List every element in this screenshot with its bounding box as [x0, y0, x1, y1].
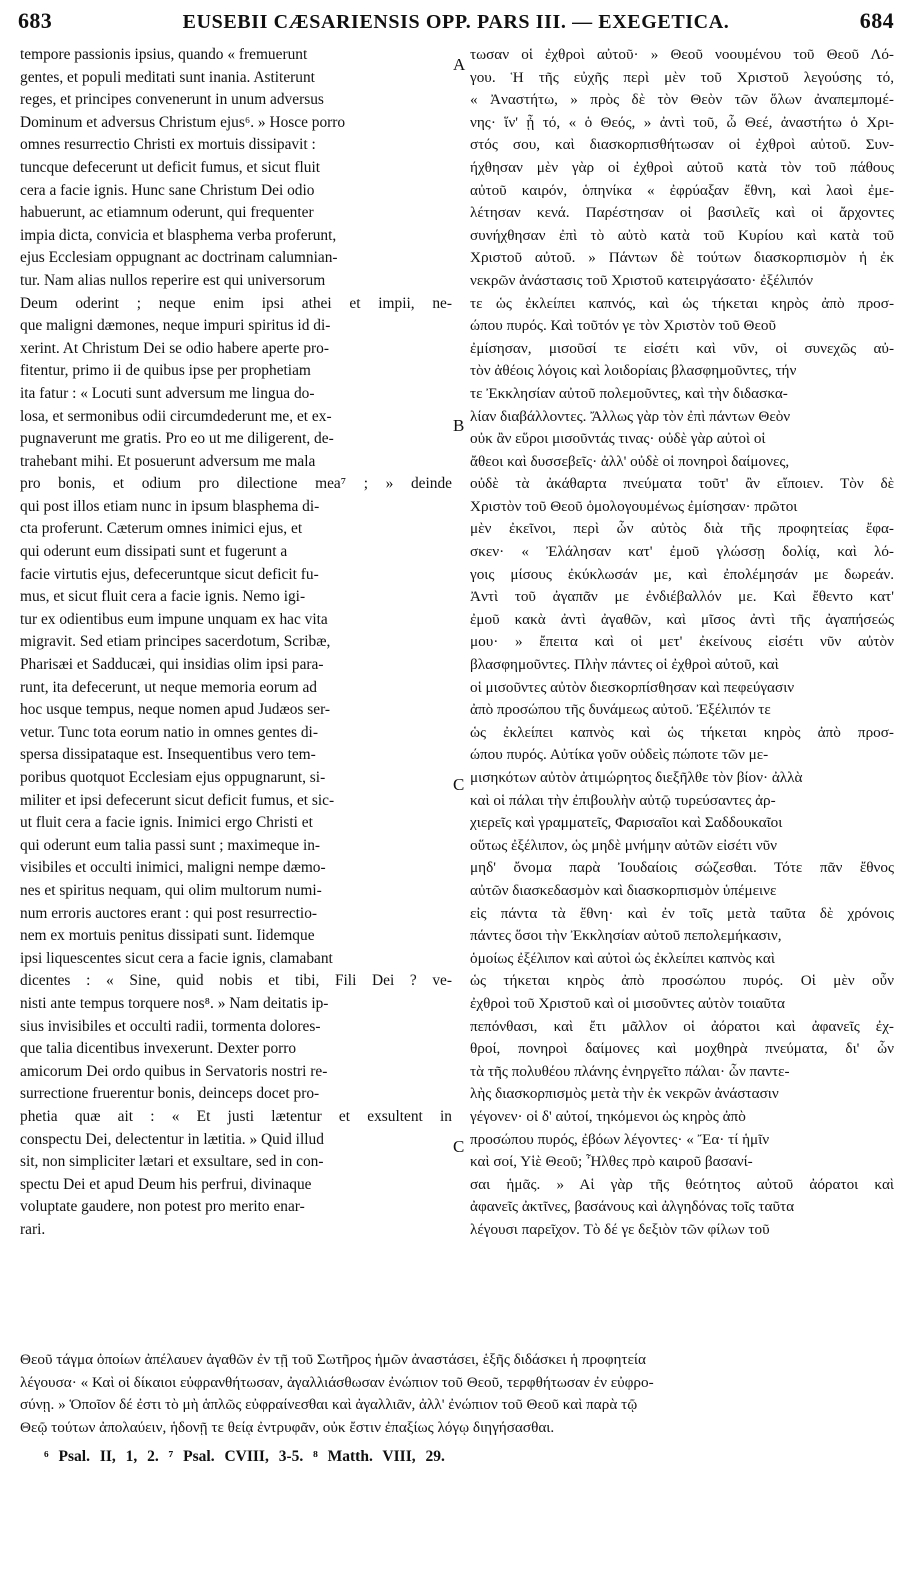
full-width-greek-text	[20, 1349, 894, 1439]
greek-text-line: ἐχθροὶ τοῦ Χριστοῦ καὶ οἱ μισοῦντες αὐτὸν τοιαῦτα	[470, 994, 785, 1012]
greek-text-line: εἰς πάντα τὰ ἔθνη· καὶ ἐν τοῖς μετὰ ταῦτα δὲ χρόνοις	[470, 904, 894, 922]
latin-text-line: ipsi liquescentes sicut cera a facie ignis, clamabant	[20, 949, 333, 967]
latin-text-line: spectu Dei et apud Deum his perfrui, divinaque	[20, 1175, 312, 1193]
latin-text-line: cta proferunt. Cæterum omnes inimici ejus, et	[20, 520, 303, 538]
greek-text-line: λέγουσι παρεῖχον. Τὸ δέ γε δεξιὸν τῶν φίλων τοῦ	[470, 1220, 770, 1238]
latin-text-line: dicentes : « Sine, quid nobis et tibi, Fili Dei ? ve-	[20, 972, 452, 990]
bottom-greek-line: σύνῃ. » Ὁποῖον δέ ἐστι τὸ μὴ ἁπλῶς εὐφραίνεσθαι καὶ ἀγαλλιᾶν, ἀλλ' ἐνώπιον τοῦ Θεοῦ καὶ παρὰ τῷ	[20, 1396, 638, 1414]
latin-text-line: sius invisibiles et occulti radii, tormenta dolores-	[20, 1017, 321, 1035]
greek-text-line: γέγονεν· οἱ δ' αὐτοί, τηκόμενοι ὡς κηρὸς ἀπὸ	[470, 1107, 746, 1125]
latin-text-line: omnes resurrectio Christi ex mortuis dissipavit :	[20, 136, 316, 154]
latin-text-line: spersa dissipataque est. Insequentibus vero tem-	[20, 746, 316, 764]
section-marker-c: C	[453, 775, 465, 794]
section-marker-b: B	[453, 416, 465, 435]
greek-text-line: οὕτως ἐξέλιπον, ὡς μηδὲ μνήμην αὐτῶν εἰσέτι νῦν	[470, 836, 777, 854]
greek-text-line: αὐτοῦ καιρόν, ὁπηνίκα « ἐφρύαξαν ἔθνη, καὶ λαοὶ ἐμε-	[470, 181, 894, 199]
latin-text-line: rari.	[20, 1220, 46, 1238]
latin-text-line: num erroris auctores erant : qui post resurrectio-	[20, 904, 318, 922]
greek-text-line: Χριστὸν τοῦ Θεοῦ ὁμολογουμένως ἐμίσησαν· πρῶτοι	[470, 497, 798, 515]
latin-text-line: qui oderunt eum talia passi sunt ; maximeque in-	[20, 836, 321, 854]
page-number-left: 683	[18, 8, 53, 33]
greek-text-line: σαι ἡμᾶς. » Αἱ γὰρ τῆς θεότητος αὐτοῦ ἀόρατοι καὶ	[470, 1175, 894, 1193]
greek-text-line: νης· ἵν' ᾖ τό, « ὁ Θεός, » ἀντὶ τοῦ, ὦ Θεέ, ἀναστήτω ὁ Χρι-	[470, 113, 894, 131]
latin-text-line: que talia dicentibus invexerunt. Dexter porro	[20, 1040, 297, 1058]
latin-text-line: conspectu Dei, delectentur in lætitia. » Quid illud	[20, 1130, 324, 1148]
latin-text-line: tuncque defecerunt ut deficit fumus, et sicut fluit	[20, 158, 321, 176]
latin-text-line: tur. Nam alias nullos reperire est qui universorum	[20, 271, 326, 289]
bottom-greek-line: Θεοῦ τάγμα ὁποίων ἀπέλαυεν ἀγαθῶν ἐν τῇ τοῦ Σωτῆρος ἡμῶν ἀναστάσει, ἑξῆς διδάσκει ἡ προφητεία	[20, 1351, 646, 1368]
greek-text-line: ήχθησαν μὲν γὰρ οἱ ἐχθροὶ αὐτοῦ κατὰ τὸν τοῦ πάθους	[470, 158, 894, 176]
bottom-greek-line: λέγουσα· « Καὶ οἱ δίκαιοι εὐφρανθήτωσαν, ἀγαλλιάσθωσαν ἐνώπιον τοῦ Θεοῦ, τερφθήτωσαν ἐν εὐφρο-	[20, 1373, 654, 1391]
latin-text-line: facie virtutis ejus, defeceruntque sicut deficit fu-	[20, 565, 319, 583]
greek-text-line: λὴς διασκορπισμὸς μετὰ τὴν ἐκ νεκρῶν ἀνάστασιν	[470, 1085, 779, 1103]
greek-text-line: προσώπου πυρός, ἐβόων λέγοντες· « Ἔα· τί ἡμῖν	[470, 1130, 770, 1148]
latin-text-line: tur ex odientibus eum impune unquam ex hac vita	[20, 610, 328, 628]
greek-text-line: ἐμίσησαν, μισοῦσί τε εἰσέτι καὶ νῦν, οἱ συνεχῶς αὐ-	[470, 339, 894, 357]
latin-text-line: impia dicta, convicia et blasphema verba proferunt,	[20, 226, 337, 244]
latin-text-line: ita fatur : « Locuti sunt adversum me lingua do-	[20, 384, 315, 402]
latin-text-line: migravit. Sed etiam principes sacerdotum, Scribæ,	[20, 633, 331, 651]
greek-text-line: γου. Ἡ τῆς εὐχῆς περὶ μὲν τοῦ Χριστοῦ λεγούσης τό,	[470, 68, 894, 86]
greek-text-line: πεπόνθασι, καὶ ἔτι μᾶλλον οἱ ἀόρατοι καὶ ἀφανεῖς ἐχ-	[470, 1017, 894, 1035]
greek-text-line: καὶ σοί, Υἱὲ Θεοῦ; Ἦλθες πρὸ καιροῦ βασανί-	[470, 1153, 753, 1171]
latin-text-line: mus, et sicut fluit cera a facie ignis. Nemo igi-	[20, 588, 306, 606]
greek-text-line: μισηκότων αὐτὸν ἀτιμώρητος διεξῆλθε τὸν βίον· ἀλλὰ	[470, 769, 803, 786]
greek-text-line: λίαν διαβάλλοντες. Ἄλλως γὰρ τὸν ἐπὶ πάντων Θεὸν	[470, 407, 791, 425]
greek-text-line: συνήχθησαν ἐπὶ τὸ αὐτὸ κατὰ τοῦ Κυρίου καὶ κατὰ τοῦ	[470, 226, 894, 244]
latin-text-line: gentes, et populi meditati sunt inania. Astiterunt	[20, 68, 315, 86]
greek-text-line: ὡς ἐκλείπει καπνὸς καὶ ὡς τήκεται κηρὸς ἀπὸ προσ-	[470, 723, 894, 741]
latin-text-line: Dominum et adversus Christum ejus⁶. » Hosce porro	[20, 113, 346, 131]
greek-text-line: οἱ μισοῦντες αὐτὸν διεσκορπίσθησαν καὶ πεφεύγασιν	[470, 678, 795, 696]
latin-text-line: hoc usque tempus, neque nomen apud Judæos ser-	[20, 701, 331, 719]
latin-text-line: cera a facie ignis. Hunc sane Christum Dei odio	[20, 181, 315, 199]
latin-text-line: nes et spiritus nequam, qui olim multorum numi-	[20, 881, 322, 899]
latin-text-line: trahebant mihi. Et posuerunt adversum me mala	[20, 452, 316, 470]
latin-text-line: surrectione fruerentur bonis, deinceps docet pro-	[20, 1085, 320, 1103]
greek-text-line: Χριστοῦ αὐτοῦ. » Πάντων δὲ τούτων διασκορπισμὸν ἡ ἐκ	[470, 249, 894, 267]
greek-text-line: μου· » ἔπειτα καὶ οἱ μετ' ἐκείνους εἰσέτι νῦν αὐτὸν	[470, 633, 894, 651]
greek-text-line: Ἀντὶ τοῦ ἀγαπᾶν με ἐνδιέβαλλόν με. Καὶ ἔθεντο κατ'	[470, 588, 894, 606]
latin-text-line: fitentur, primo ii de quibus ipse per prophetiam	[20, 362, 311, 380]
latin-text-line: ejus Ecclesiam oppugnant ac doctrinam calumnian-	[20, 249, 338, 267]
latin-text-line: habuerunt, ac etiamnum oderunt, qui frequenter	[20, 204, 314, 222]
latin-column	[20, 44, 452, 1241]
greek-text-line: ἀπὸ προσώπου τῆς δυνάμεως αὐτοῦ. Ἐξέλιπόν τε	[470, 701, 771, 719]
greek-text-line: στός σου, καὶ διασκορπισθήτωσαν οἱ ἐχθροὶ αὐτοῦ. Συν-	[470, 136, 894, 154]
latin-text-line: losa, et sermonibus odii circumdederunt me, et ex-	[20, 407, 332, 425]
greek-text-line: ὁμοίως ἐξέλιπον καὶ αὐτοὶ ὡς ἐκλείπει καπνὸς καὶ	[470, 949, 775, 967]
greek-text-line: βλασφημοῦντες. Πλὴν πάντες οἱ ἐχθροὶ αὐτοῦ, καὶ	[470, 656, 779, 674]
greek-text-line: ἀφανεῖς ἀκτῖνες, βασάνους καὶ ἀλγηδόνας τοῖς ταῦτα	[470, 1198, 795, 1216]
latin-text-line: nisti ante tempus torquere nos⁸. » Nam deitatis ip-	[20, 994, 329, 1012]
running-header	[18, 8, 894, 38]
latin-text-line: voluptate gaudere, non potest pro merito enar-	[20, 1198, 305, 1216]
greek-text-line: τὰ τῆς πολυθέου πλάνης ἐνηργεῖτο πάλαι· ὧν παντε-	[470, 1062, 790, 1080]
latin-text-line: xerint. At Christum Dei se odio habere aperte pro-	[20, 339, 330, 357]
greek-text-line: ἄθεοι καὶ δυσσεβεῖς· ἀλλ' οὐδὲ οἱ πονηροὶ δαίμονες,	[470, 452, 790, 470]
latin-text-line: pro bonis, et odium pro dilectione mea⁷ ; » deinde	[20, 475, 452, 493]
latin-text-line: poribus quotquot Ecclesiam ejus oppugnarunt, si-	[20, 769, 326, 786]
greek-text-line: ἐμοῦ κακὰ ἀντὶ ἀγαθῶν, καὶ μῖσος ἀντὶ τῆς ἀγαπήσεώς	[470, 610, 894, 628]
latin-text-line: phetia quæ ait : « Et justi lætentur et exsultent in	[20, 1107, 452, 1125]
latin-text-line: Pharisæi et Sadducæi, qui insidias olim ipsi para-	[20, 656, 324, 674]
running-title: EUSEBII CÆSARIENSIS OPP. PARS III. — EXEGETICA.	[182, 11, 730, 33]
greek-text-line: αὐτῶν διασκεδασμὸν καὶ διασκορπισμὸν ὑπέμεινε	[470, 881, 777, 899]
latin-text-line: nem ex mortuis penitus dissipati sunt. Iidemque	[20, 927, 315, 945]
greek-text-line: πάντες ὅσοι τὴν Ἐκκλησίαν αὐτοῦ πεπολεμήκασιν,	[470, 927, 782, 945]
latin-text-line: reges, et principes convenerunt in unum adversus	[20, 91, 324, 109]
greek-text-line: τε Ἐκκλησίαν αὐτοῦ πολεμοῦντες, καὶ τὴν διδασκα-	[470, 384, 788, 402]
latin-text-line: amicorum Dei ordo quibus in Servatoris nostri re-	[20, 1062, 328, 1080]
latin-text-line: visibiles et occulti inimici, maligni nempe dæmo-	[20, 859, 326, 877]
greek-text-line: ὡς τήκεται κηρὸς ἀπὸ προσώπου πυρός. Οἱ μὲν οὖν	[470, 972, 894, 990]
greek-text-line: γοις μίσους ἐκύκλωσάν με, καὶ ἐπολέμησάν με δωρεάν.	[470, 565, 894, 583]
greek-text-line: ώπου πυρός. Αὐτίκα γοῦν οὐδεὶς πώποτε τῶν με-	[470, 746, 769, 764]
latin-text-line: pugnaverunt me gratis. Pro eo ut me diligerent, de-	[20, 430, 334, 448]
greek-text-line: τὸν ἀθέοις λόγοις καὶ λοιδορίαις βλασφημοῦντες, τήν	[470, 362, 797, 380]
latin-text-line: runt, ita defecerunt, ut neque memoria eorum ad	[20, 678, 318, 696]
greek-text-line: σκεν· « Ἐλάλησαν κατ' ἐμοῦ γλώσσῃ δολίᾳ, καὶ λό-	[470, 543, 894, 561]
latin-text-line: sit, non simpliciter lætari et exsultare, sed in con-	[20, 1153, 324, 1171]
latin-text-line: militer et ipsi defecerunt sicut deficit fumus, et sic-	[20, 791, 335, 809]
latin-text-line: qui oderunt eum dissipati sunt et fugerunt a	[20, 543, 288, 561]
greek-text-line: καὶ οἱ πάλαι τὴν ἐπιβουλὴν αὐτῷ τυρεύσαντες ἀρ-	[470, 791, 776, 809]
page-number-right: 684	[859, 8, 894, 33]
greek-text-line: τωσαν οἱ ἐχθροὶ αὐτοῦ· » Θεοῦ νοουμένου τοῦ Θεοῦ Λό-	[470, 46, 894, 63]
greek-text-line: μηδ' ὄνομα παρὰ Ἰουδαίοις σώζεσθαι. Τότε πᾶν ἔθνος	[470, 859, 894, 877]
latin-text-line: qui post illos etiam nunc in ipsum blasphema di-	[20, 497, 320, 515]
latin-text-line: vetur. Tunc tota eorum natio in omnes gentes di-	[20, 723, 318, 741]
latin-text-line: que maligni dæmones, neque impuri spiritus id di-	[20, 317, 331, 335]
greek-text-line: νεκρῶν ἀνάστασις τοῦ Χριστοῦ κατειργάσατο· ἐξέλιπόν	[470, 271, 814, 289]
latin-text-line: Deum oderint ; neque enim ipsi athei et impii, ne-	[20, 294, 452, 312]
footnotes: ⁶ Psal. II, 1, 2. ⁷ Psal. CVIII, 3-5. ⁸ Matth. VIII, 29.	[44, 1448, 445, 1465]
greek-text-line: μὲν ἐκεῖνοι, περὶ ὧν αὐτὸς διὰ τῆς προφητείας ἔφα-	[470, 520, 894, 538]
greek-text-line: λέτησαν κενά. Παρέστησαν οἱ βασιλεῖς καὶ οἱ ἄρχοντες	[470, 204, 894, 222]
greek-text-line: ώπου πυρός. Καὶ τοῦτόν γε τὸν Χριστὸν τοῦ Θεοῦ	[470, 317, 777, 335]
bottom-greek-line: Θεῷ τούτων ἀπολαύειν, ἡδονῇ τε θείᾳ ἐντρυφᾶν, οὐκ ἔστιν ἐπαξίως λόγῳ διηγήσασθαι.	[20, 1418, 555, 1436]
greek-text-line: οὐκ ἂν εὕροι μισοῦντάς τινας· οὐδὲ γὰρ αὐτοὶ οἱ	[470, 430, 766, 448]
greek-text-line: οὐδὲ τὰ ἀκάθαρτα πνεύματα τοῦτ' ἂν εἴποιεν. Τὸν δὲ	[470, 475, 894, 493]
greek-column	[470, 44, 894, 1241]
section-marker-c-second: C	[453, 1137, 465, 1156]
greek-text-line: τε ὡς ἐκλείπει καπνός, καὶ ὡς τήκεται κηρὸς ἀπὸ προσ-	[470, 294, 894, 312]
latin-text-line: tempore passionis ipsius, quando « fremuerunt	[20, 46, 308, 63]
greek-text-line: « Ἀναστήτω, » πρὸς δὲ τὸν Θεὸν τῶν ὅλων ἀναπεμπομέ-	[470, 91, 894, 109]
section-marker-a: A	[453, 55, 466, 74]
greek-text-line: χιερεῖς καὶ γραμματεῖς, Φαρισαῖοι καὶ Σαδδουκαῖοι	[470, 814, 783, 832]
greek-text-line: θροί, πονηροὶ δαίμονες καὶ μοχθηρὰ πνεύματα, δι' ὧν	[470, 1040, 894, 1058]
latin-text-line: ut fluit cera a facie ignis. Inimici ergo Christi et	[20, 814, 313, 832]
